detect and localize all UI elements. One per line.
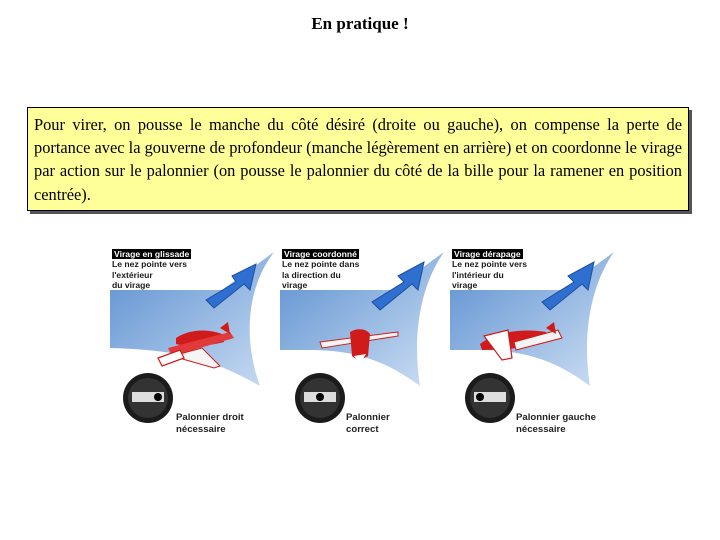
- panel-text: [452, 249, 562, 291]
- explanation-text: Pour virer, on pousse le manche du côté désiré (droite ou gauche), on compense la perte de portance avec la gouverne de profondeur (manche légèrement en arrière) et on coordonne le virage par action sur le palonnier (on pousse le palonnier du côté de la bille pour la ramener en position centrée).: [34, 115, 683, 204]
- panel-line: Le nez pointe dans: [282, 259, 360, 270]
- panel-line: virage: [282, 280, 308, 291]
- caption-line: nécessaire: [516, 424, 566, 435]
- panel-title: Virage coordonné: [284, 249, 357, 259]
- panel-virage-glissade: [110, 246, 280, 446]
- caption-line: Palonnier: [346, 412, 390, 423]
- rudder-caption: [176, 412, 276, 436]
- caption-line: Palonnier droit: [176, 412, 244, 423]
- explanation-box: [27, 107, 689, 211]
- slip-indicator-icon: [295, 373, 345, 423]
- caption-line: Palonnier gauche: [516, 412, 596, 423]
- slide-title: En pratique !: [311, 14, 409, 33]
- panel-line: du virage: [112, 280, 151, 291]
- rudder-caption: [516, 412, 616, 436]
- rudder-caption: [346, 412, 446, 436]
- panel-text: [112, 249, 222, 291]
- panel-line: l'extérieur: [112, 269, 153, 280]
- panel-line: virage: [452, 280, 478, 291]
- panel-line: la direction du: [282, 269, 341, 280]
- panel-virage-coordonne: [280, 246, 450, 446]
- panel-line: Le nez pointe vers: [452, 259, 527, 270]
- slip-indicator-icon: [465, 373, 515, 423]
- turn-diagram: [110, 246, 620, 446]
- caption-line: correct: [346, 424, 379, 435]
- slip-indicator-icon: [123, 373, 173, 423]
- caption-line: nécessaire: [176, 424, 226, 435]
- panel-text: [282, 249, 392, 291]
- panel-line: Le nez pointe vers: [112, 259, 187, 270]
- panel-title: Virage dérapage: [454, 249, 521, 259]
- panel-title: Virage en glissade: [114, 249, 190, 259]
- panel-virage-derapage: [450, 246, 620, 446]
- panel-line: l'intérieur du: [452, 269, 504, 280]
